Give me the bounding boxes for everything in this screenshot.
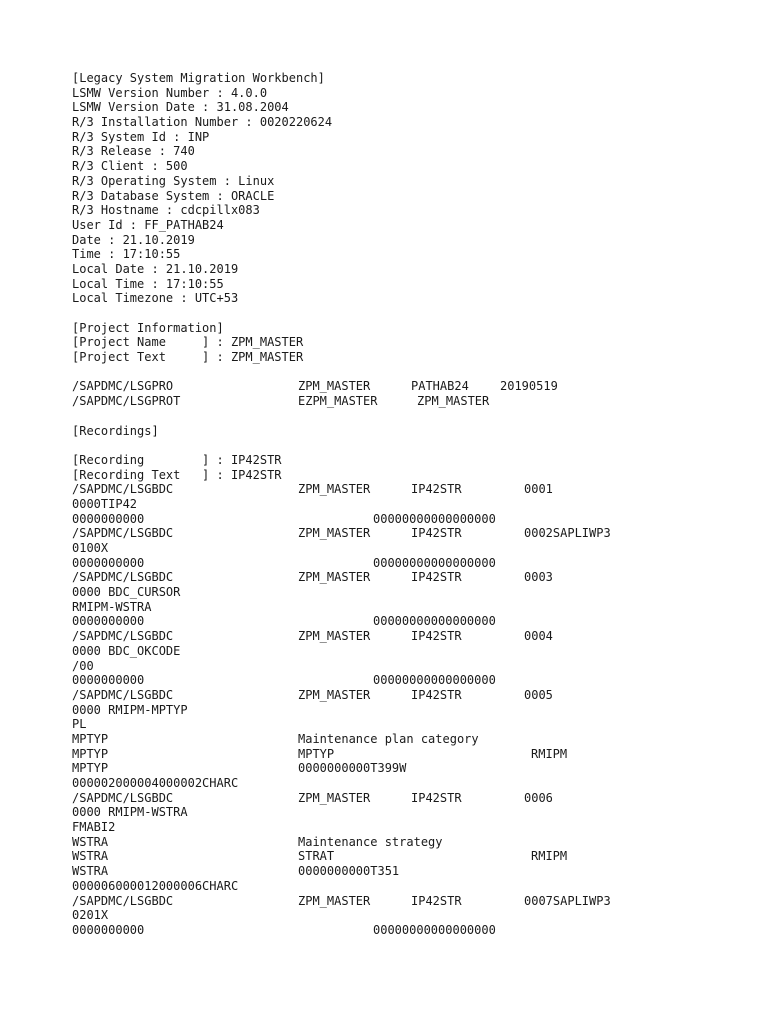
recording-cell: IP42STR (411, 629, 462, 644)
database-system: R/3 Database System : ORACLE (72, 188, 275, 203)
field-cell: RMIPM (531, 849, 568, 864)
bdc-detail: 0000 RMIPM-WSTRA (72, 805, 188, 820)
table-cell: ZPM_MASTER (417, 394, 490, 409)
bdc-detail: 0000 BDC_OKCODE (72, 643, 181, 658)
field-cell: STRAT (298, 849, 335, 864)
project-cell: ZPM_MASTER (298, 482, 371, 497)
hostname: R/3 Hostname : cdcpillx083 (72, 203, 260, 218)
zero-cell: 00000000000000000 (373, 511, 496, 526)
recording-text-line: [Recording Text ] : IP42STR (72, 467, 282, 482)
bdc-row (72, 688, 752, 703)
zero-cell: 00000000000000000 (373, 922, 496, 937)
header-title: [Legacy System Migration Workbench] (72, 71, 325, 85)
table-name: /SAPDMC/LSGBDC (72, 482, 174, 497)
field-cell: 0000000000T399W (298, 761, 407, 776)
table-name: /SAPDMC/LSGBDC (72, 893, 174, 908)
bdc-detail: FMABI2 (72, 820, 116, 835)
installation-number: R/3 Installation Number : 0020220624 (72, 115, 333, 130)
project-cell: ZPM_MASTER (298, 790, 371, 805)
table-name: /SAPDMC/LSGBDC (72, 570, 174, 585)
bdc-row (72, 526, 752, 541)
recordings-section-title: [Recordings] (72, 423, 159, 438)
field-type-line: 000002000004000002CHARC (72, 776, 239, 790)
table-cell: EZPM_MASTER (298, 394, 378, 409)
bdc-row (72, 570, 752, 585)
recording-cell: IP42STR (411, 570, 462, 585)
zero-cell: 00000000000000000 (373, 673, 496, 688)
recording-cell: IP42STR (411, 482, 462, 497)
project-name-line: [Project Name ] : ZPM_MASTER (72, 335, 304, 350)
bdc-detail: 0201X (72, 908, 109, 923)
project-cell: ZPM_MASTER (298, 570, 371, 585)
bdc-detail: 0000 RMIPM-MPTYP (72, 702, 188, 717)
field-row (72, 747, 752, 762)
recording-cell: IP42STR (411, 790, 462, 805)
lsmw-export-document (72, 71, 752, 938)
sequence-cell: 0005 (524, 687, 553, 702)
field-cell: MPTYP (298, 746, 335, 761)
bdc-detail: /00 (72, 658, 94, 673)
table-name: /SAPDMC/LSGBDC (72, 526, 174, 541)
sequence-cell: 0004 (524, 629, 553, 644)
zero-cell: 0000000000 (72, 555, 145, 570)
recording-cell: IP42STR (411, 687, 462, 702)
local-date: Local Date : 21.10.2019 (72, 261, 239, 276)
sequence-cell: 0002SAPLIWP3 (524, 526, 611, 541)
bdc-zero-row (72, 614, 752, 629)
time: Time : 17:10:55 (72, 247, 181, 262)
sequence-cell: 0001 (524, 482, 553, 497)
bdc-row (72, 894, 752, 909)
project-table-row (72, 394, 752, 409)
field-row (72, 864, 752, 879)
bdc-zero-row (72, 556, 752, 571)
bdc-zero-row (72, 923, 752, 938)
zero-cell: 0000000000 (72, 614, 145, 629)
field-cell: 0000000000T351 (298, 864, 400, 879)
bdc-row (72, 791, 752, 806)
field-description: Maintenance plan category (298, 731, 479, 746)
field-name: MPTYP (72, 746, 109, 761)
bdc-row (72, 629, 752, 644)
zero-cell: 00000000000000000 (373, 555, 496, 570)
bdc-detail: PL (72, 717, 87, 732)
project-table-row (72, 379, 752, 394)
field-row (72, 761, 752, 776)
field-row (72, 732, 752, 747)
table-cell: 20190519 (500, 379, 558, 394)
table-cell: PATHAB24 (411, 379, 469, 394)
field-name: WSTRA (72, 834, 109, 849)
project-cell: ZPM_MASTER (298, 687, 371, 702)
field-row (72, 849, 752, 864)
operating-system: R/3 Operating System : Linux (72, 173, 275, 188)
project-cell: ZPM_MASTER (298, 629, 371, 644)
client: R/3 Client : 500 (72, 159, 188, 174)
sequence-cell: 0007SAPLIWP3 (524, 893, 611, 908)
date: Date : 21.10.2019 (72, 232, 195, 247)
table-name: /SAPDMC/LSGBDC (72, 790, 174, 805)
lsmw-version-date: LSMW Version Date : 31.08.2004 (72, 100, 289, 115)
field-cell: RMIPM (531, 746, 568, 761)
lsmw-version-number: LSMW Version Number : 4.0.0 (72, 85, 268, 100)
project-text-line: [Project Text ] : ZPM_MASTER (72, 350, 304, 365)
recording-cell: IP42STR (411, 526, 462, 541)
field-name: MPTYP (72, 731, 109, 746)
field-name: MPTYP (72, 761, 109, 776)
table-name: /SAPDMC/LSGBDC (72, 687, 174, 702)
project-cell: ZPM_MASTER (298, 526, 371, 541)
field-name: WSTRA (72, 849, 109, 864)
zero-cell: 0000000000 (72, 511, 145, 526)
local-time: Local Time : 17:10:55 (72, 276, 224, 291)
recording-cell: IP42STR (411, 893, 462, 908)
zero-cell: 0000000000 (72, 922, 145, 937)
table-cell: ZPM_MASTER (298, 379, 371, 394)
field-description: Maintenance strategy (298, 834, 443, 849)
zero-cell: 00000000000000000 (373, 614, 496, 629)
sequence-cell: 0006 (524, 790, 553, 805)
project-cell: ZPM_MASTER (298, 893, 371, 908)
bdc-detail: 0000TIP42 (72, 496, 138, 511)
release: R/3 Release : 740 (72, 144, 195, 159)
project-section-title: [Project Information] (72, 320, 224, 335)
table-name: /SAPDMC/LSGBDC (72, 629, 174, 644)
bdc-detail: 0100X (72, 541, 109, 555)
zero-cell: 0000000000 (72, 673, 145, 688)
field-type-line: 000006000012000006CHARC (72, 878, 239, 893)
table-name: /SAPDMC/LSGPRO (72, 379, 174, 394)
user-id: User Id : FF_PATHAB24 (72, 217, 224, 232)
recording-line: [Recording ] : IP42STR (72, 452, 282, 467)
field-name: WSTRA (72, 864, 109, 879)
bdc-row (72, 482, 752, 497)
sequence-cell: 0003 (524, 570, 553, 585)
field-row (72, 835, 752, 850)
bdc-zero-row (72, 673, 752, 688)
local-timezone: Local Timezone : UTC+53 (72, 291, 239, 306)
bdc-detail: 0000 BDC_CURSOR (72, 585, 181, 600)
bdc-zero-row (72, 512, 752, 527)
table-name: /SAPDMC/LSGPROT (72, 394, 181, 409)
system-id: R/3 System Id : INP (72, 129, 210, 144)
bdc-detail: RMIPM-WSTRA (72, 599, 152, 614)
